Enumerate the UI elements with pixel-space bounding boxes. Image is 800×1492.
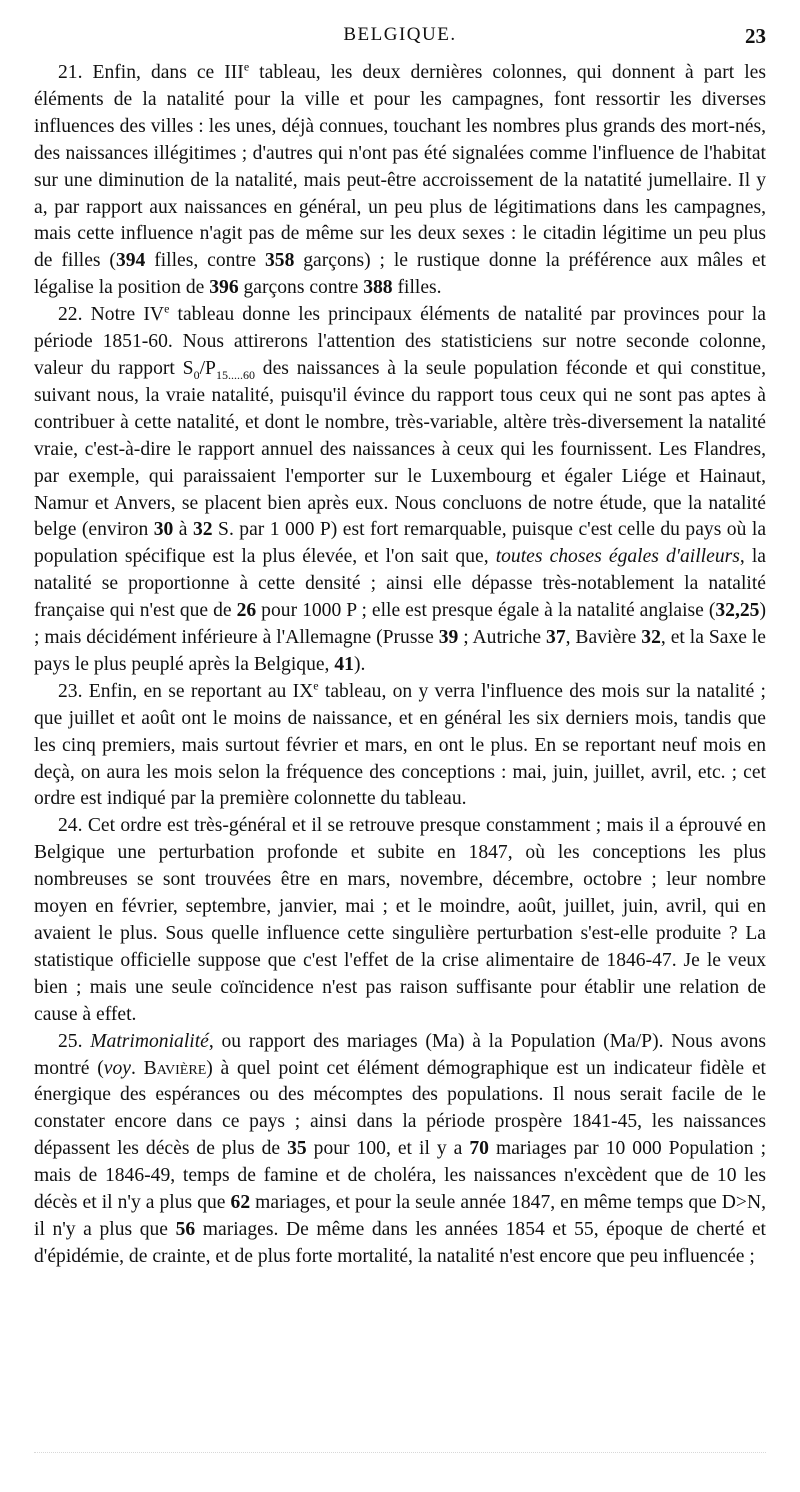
text-run: mariages. De même dans les années 1854 et 55, époque de cherté et d'épidémie, de crainte, et de plus forte mortalité, la natalité n'est encore que peu influencée ; (34, 1218, 767, 1267)
text-run: filles. (392, 277, 442, 299)
text-run: , Bavière (565, 627, 642, 649)
text-run: 358 (264, 250, 295, 272)
text-run: ). (353, 653, 366, 675)
paragraph-3 (34, 679, 766, 814)
text-run: Matrimonialité (90, 1030, 209, 1052)
paragraph-number: 21. (58, 62, 83, 83)
text-run: Enfin, dans ce III (82, 62, 244, 83)
paragraph-number: 24. (58, 815, 83, 837)
text-run: 32 (641, 627, 661, 649)
text-run: 396 (209, 277, 239, 299)
text-run: 35 (287, 1138, 307, 1160)
paragraph-5 (34, 1029, 766, 1271)
text-run: 62 (230, 1192, 251, 1214)
text-run: ) à quel point cet élément démographique est un indicateur fidèle et énergique des espérances ou des mécomptes des populations. Il nous serait facile de le constater encore dans ce pays ; ainsi dans la période prospère 1841-45, les naissances dépassent les décès de plus de (34, 1057, 766, 1160)
running-title: BELGIQUE. (343, 24, 457, 45)
text-run: 394 (115, 250, 146, 272)
text-run: mariages, et pour la seule année 1847, en même temps que D>N, il n'y a plus que (34, 1192, 766, 1240)
text-run: pour 1000 P ; elle est presque égale à la natalité anglaise ( (256, 600, 716, 622)
text-run: tableau, on y verra l'influence des mois sur la natalité ; que juillet et août ont le moins de naissance, et en général les six derniers mois, tandis que les cinq premiers, mais surtout février et mars, en ont le plus. En se reportant neuf mois en deçà, on aura les mois selon la fréquence des conceptions : mai, juin, juillet, avril, etc. ; cet ordre est indiqué par la première colonnette du tableau. (34, 680, 766, 810)
paragraph-4 (34, 813, 766, 1028)
page-number: 23 (745, 24, 766, 48)
text-run: , ou rapport des mariages (Ma) à la Population (Ma/P). Nous avons montré ( (34, 1030, 766, 1079)
text-run: filles, contre (145, 250, 265, 272)
text-run: Notre IV (82, 304, 165, 326)
text-run: Bavière (143, 1057, 207, 1079)
text-run: ) ; mais décidément inférieure à l'Allemagne (Prusse (34, 600, 766, 649)
text-run: 32,25 (715, 600, 760, 622)
text-run: 56 (175, 1218, 196, 1240)
text-run: 70 (469, 1138, 489, 1160)
text-run: pour 100, et il y a (306, 1138, 470, 1160)
text-run: . (131, 1057, 144, 1079)
paragraph-2 (34, 302, 766, 679)
text-run: 41 (334, 653, 354, 675)
text-run: 15.....60 (215, 367, 255, 382)
paragraph-number: 22. (58, 304, 83, 326)
text-run: toutes choses égales d'ailleurs (495, 546, 740, 568)
body-text (34, 60, 766, 1271)
running-header (34, 24, 766, 58)
text-run: 32 (192, 519, 213, 541)
text-run: 0 (193, 367, 200, 382)
text-run: e (313, 678, 319, 693)
text-run: Cet ordre est très-général et il se retrouve presque constamment ; mais il a éprouvé en Belgique une perturbation profonde et subite en 1847, où les conceptions les plus nombreuses se sont trouvées être en mars, novembre, décembre, octobre ; leur nombre moyen en février, septembre, janvier, mai ; et le moindre, août, juillet, juin, avril, qui en avaient le plus. Sous quelle influence cette singulière perturbation s'est-elle produite ? La statistique officielle suppose que c'est l'effet de la crise alimentaire de 1846-47. Je le veux bien ; mais une seule coïncidence n'est pas raison suffisante pour établir une relation de cause à effet. (34, 815, 766, 1025)
text-run: tableau donne les principaux éléments de natalité par provinces pour la période 1851-60. Nous attirerons l'attention des statisticiens sur notre seconde colonne, valeur du rapport S (34, 304, 766, 379)
paragraph-number: 23. (58, 680, 83, 702)
text-run: 26 (236, 600, 257, 622)
text-run: 37 (546, 627, 566, 649)
text-run: des naissances à la seule population féconde et qui constitue, suivant nous, la vraie natalité, puisqu'il évince du rapport tous ceux qui ne sont pas aptes à contribuer à cette natalité, et dont le nombre, très-variable, altère très-diversement la natalité vraie, c'est-à-dire le rapport annuel des naissances à ceux qui les fournissent. Les Flandres, par exemple, qui paraissaient l'emporter sur le Luxembourg et égaler Liége et Hainaut, Namur et Anvers, se placent bien après eux. Nous concluons de notre étude, que la natalité belge (environ (34, 357, 766, 541)
text-run: Enfin, en se reportant au IX (82, 680, 314, 702)
text-run: voy (103, 1057, 131, 1079)
text-run: e (164, 301, 170, 316)
text-run: mariages par 10 000 Population ; mais de 1846-49, temps de famine et de choléra, les naissances n'excèdent que de 10 les décès et il n'y a plus que (34, 1138, 767, 1214)
bottom-faint-rule (34, 1442, 766, 1453)
text-run: e (243, 59, 250, 74)
paragraph-1 (34, 60, 766, 302)
text-run: garçons contre (238, 277, 364, 299)
text-run: /P (199, 357, 216, 379)
text-run: tableau, les deux dernières colonnes, qui donnent à part les éléments de la natalité pour la ville et pour les campagnes, font ressortir les diverses influences des villes : les unes, déjà connues, touchant les nombres plus grands des mort-nés, des naissances illégitimes ; d'autres qui n'ont pas été signalées comme l'influence de l'habitat sur une diminution de la natalité, mais peut-être accroissement de la natatité jumellaire. Il y a, par rapport aux naissances en général, un peu plus de légitimations dans les campagnes, mais cette influence n'agit pas de même sur les deux sexes : le citadin légitime un peu plus de filles ( (34, 62, 766, 272)
text-run: , et la Saxe le pays le plus peuplé après la Belgique, (34, 627, 767, 675)
text-run: ; Autriche (458, 627, 547, 649)
text-run: 30 (153, 519, 174, 541)
text-run: , la natalité se proportionne à cette densité ; ainsi elle dépasse très-notablement la natalité française qui n'est que de (34, 546, 766, 622)
text-run: garçons) ; le rustique donne la préférence aux mâles et légalise la position de (34, 250, 766, 299)
text-run: S. par 1 000 P) est fort remarquable, puisque c'est celle du pays où la population spécifique est la plus élevée, et l'on sait que, (34, 519, 767, 568)
text-run: à (173, 519, 193, 541)
paragraph-number: 25. (58, 1030, 83, 1052)
text-run: 388 (363, 277, 393, 299)
text-run: 39 (438, 627, 459, 649)
